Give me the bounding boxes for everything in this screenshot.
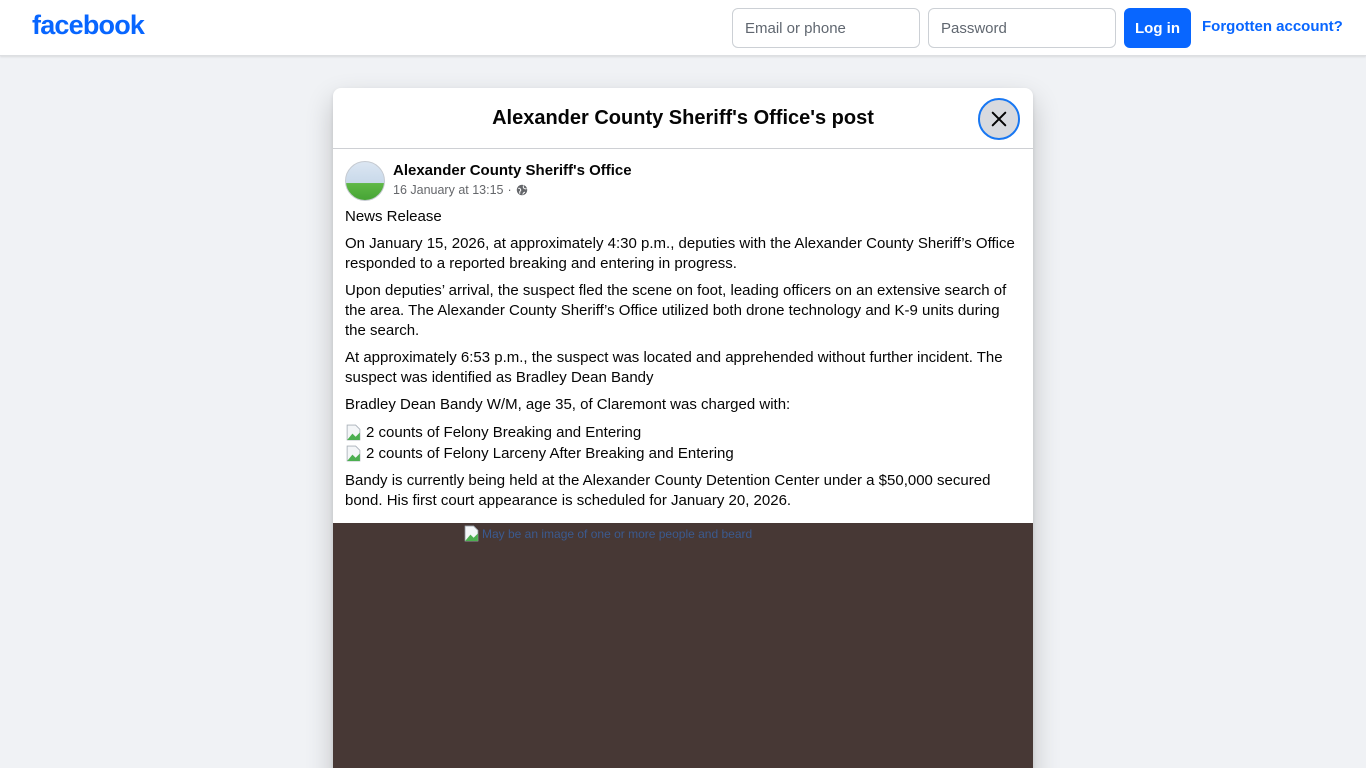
globe-icon	[516, 184, 528, 196]
login-button[interactable]: Log in	[1124, 8, 1191, 48]
broken-image-icon	[345, 424, 362, 441]
charge-text: 2 counts of Felony Larceny After Breaking and Entering	[366, 445, 734, 462]
post-photo[interactable]	[333, 523, 1033, 768]
dialog-header	[333, 88, 1033, 149]
photo-alt-text	[463, 525, 752, 542]
post-text	[333, 207, 1033, 511]
post-dialog	[333, 88, 1033, 768]
post-timestamp[interactable]: 16 January at 13:15	[393, 183, 504, 197]
charges-list	[345, 422, 1021, 464]
facebook-logo[interactable]: facebook	[32, 10, 145, 40]
post-paragraph: At approximately 6:53 p.m., the suspect was located and apprehended without further incident. The suspect was identified as Bradley Dean Bandy	[345, 349, 1003, 386]
post-paragraph: On January 15, 2026, at approximately 4:30 p.m., deputies with the Alexander County Sheriff’s Office responded to a reported breaking and entering in progress.	[345, 235, 1015, 272]
photo-alt-label: May be an image of one or more people and beard	[482, 526, 753, 541]
author-name[interactable]: Alexander County Sheriff's Office	[393, 162, 632, 179]
post-paragraph: Bandy is currently being held at the Alexander County Detention Center under a $50,000 secured bond. His first court appearance is scheduled for January 20, 2026.	[345, 472, 991, 509]
email-input[interactable]	[732, 8, 920, 48]
charge-item	[345, 443, 1021, 464]
meta-separator: ·	[507, 183, 512, 197]
post-meta	[393, 183, 528, 197]
top-navigation-bar	[0, 0, 1366, 56]
post-paragraph: News Release	[345, 208, 442, 225]
password-input[interactable]	[928, 8, 1116, 48]
close-button[interactable]	[978, 98, 1020, 140]
charge-text: 2 counts of Felony Breaking and Entering	[366, 424, 642, 441]
dialog-title: Alexander County Sheriff's Office's post	[492, 106, 874, 129]
post-paragraph: Bradley Dean Bandy W/M, age 35, of Claremont was charged with:	[345, 396, 791, 413]
post-header	[333, 161, 1033, 211]
forgotten-account-link[interactable]: Forgotten account?	[1202, 18, 1343, 35]
close-icon	[990, 110, 1008, 128]
avatar[interactable]	[345, 161, 385, 201]
post-paragraph: Upon deputies’ arrival, the suspect fled the scene on foot, leading officers on an extensive search of the area. The Alexander County Sheriff’s Office utilized both drone technology and K-9 units during the search.	[345, 282, 1007, 339]
broken-image-icon	[463, 525, 480, 542]
broken-image-icon	[345, 445, 362, 462]
charge-item	[345, 422, 1021, 443]
